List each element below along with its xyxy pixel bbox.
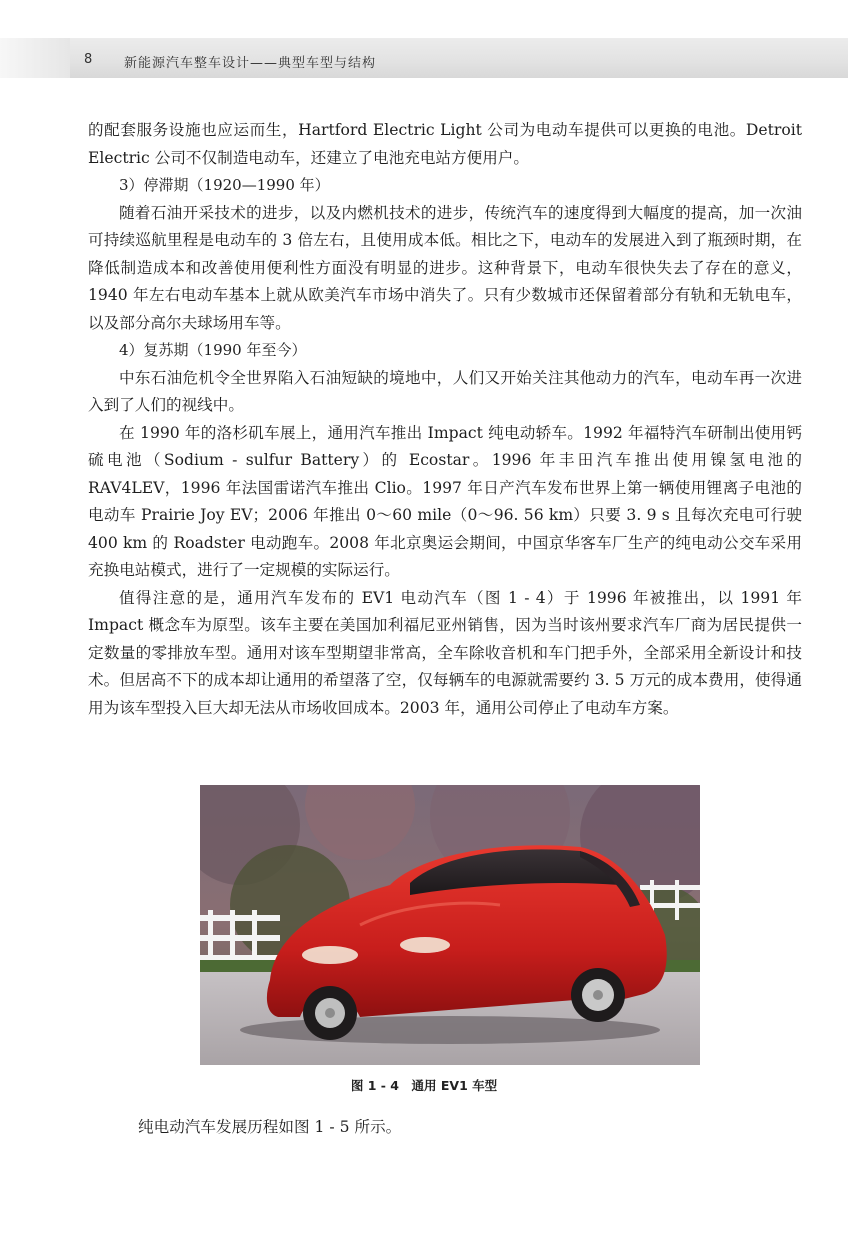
- paragraph-5: 值得注意的是，通用汽车发布的 EV1 电动汽车（图 1 - 4）于 1996 年被推出，以 1991 年 Impact 概念车为原型。该车主要在美国加利福尼亚州销售，因为当时该州要求汽车厂商为居民提供一定数量的零排放车型。通用对该车型期望非常高，全车除收音机和车门把手外，全部采用全新设计和技术。但居高不下的成本却让通用的希望落了空，仅每辆车的电源就需要约 3. 5 万元的成本费用，使得通用为该车型投入巨大却无法从市场收回成本。2003 年，通用公司停止了电动车方案。: [88, 588, 802, 717]
- ev1-car-illustration: [200, 785, 700, 1065]
- figure-caption: 图 1 - 4 通用 EV1 车型: [350, 1078, 498, 1093]
- body-text: [88, 117, 802, 722]
- section-heading-4: 4）复苏期（1990 年至今）: [119, 341, 307, 359]
- paragraph-1: 的配套服务设施也应运而生，Hartford Electric Light 公司为电动车提供可以更换的电池。Detroit Electric 公司不仅制造电动车，还建立了电池充电站方便用户。: [88, 121, 802, 167]
- running-title: 新能源汽车整车设计——典型车型与结构: [124, 56, 377, 71]
- paragraph-4: 在 1990 年的洛杉矶车展上，通用汽车推出 Impact 纯电动轿车。1992 年福特汽车研制出使用钙硫电池（Sodium - sulfur Battery）的 Ecostar。1996 年丰田汽车推出使用镍氢电池的 RAV4LEV，1996 年法国雷诺汽车推出 Clio。1997 年日产汽车发布世界上第一辆使用锂离子电池的电动车 Prairie Joy EV；2006 年推出 0～60 mile（0～96. 56 km）只要 3. 9 s 且每次充电可行驶 400 km 的 Roadster 电动跑车。2008 年北京奥运会期间，中国京华客车厂生产的纯电动公交车采用充换电站模式，进行了一定规模的实际运行。: [88, 423, 802, 579]
- page-number: 8: [84, 52, 93, 67]
- closing-sentence: 纯电动汽车发展历程如图 1 - 5 所示。: [138, 1118, 402, 1136]
- paragraph-2: 随着石油开采技术的进步，以及内燃机技术的进步，传统汽车的速度得到大幅度的提高，加一次油可持续巡航里程是电动车的 3 倍左右，且使用成本低。相比之下，电动车的发展进入到了瓶颈时期，在降低制造成本和改善使用便利性方面没有明显的进步。这种背景下，电动车很快失去了存在的意义，1940 年左右电动车基本上就从欧美汽车市场中消失了。只有少数城市还保留着部分有轨和无轨电车，以及部分高尔夫球场用车等。: [88, 203, 802, 332]
- paragraph-3: 中东石油危机令全世界陷入石油短缺的境地中，人们又开始关注其他动力的汽车，电动车再一次进入到了人们的视线中。: [88, 368, 802, 414]
- header-shade: [0, 38, 70, 78]
- section-heading-3: 3）停滞期（1920—1990 年）: [119, 176, 330, 194]
- ev1-car-photo: [200, 785, 700, 1065]
